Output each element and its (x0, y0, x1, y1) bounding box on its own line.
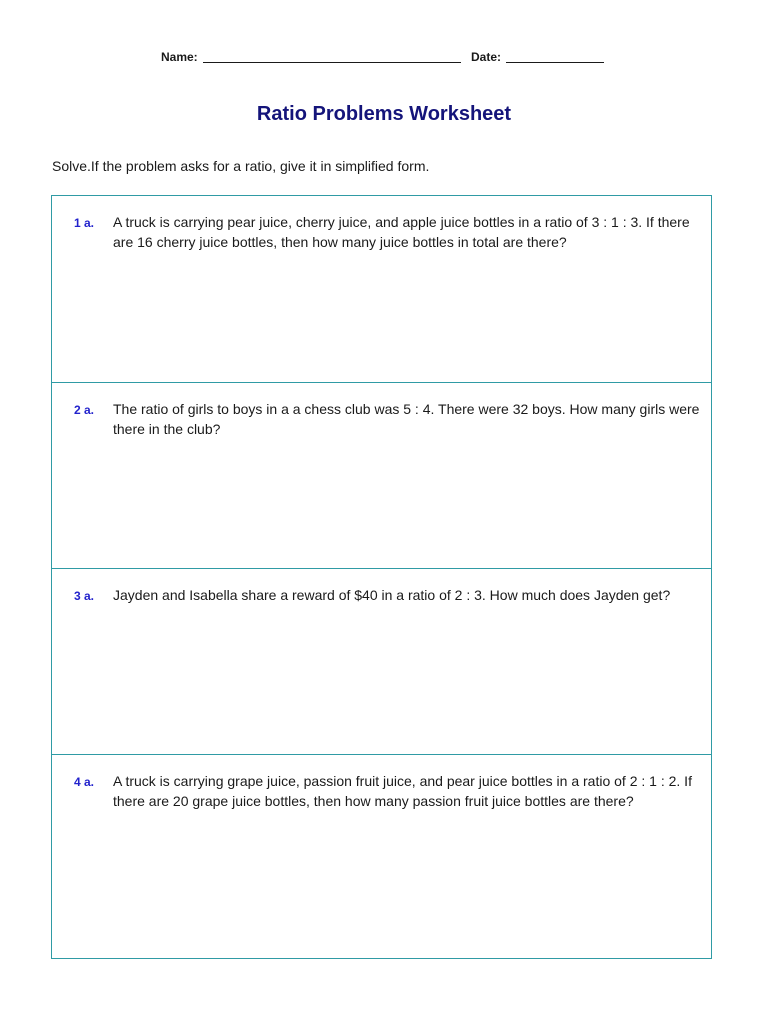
instructions-text: Solve.If the problem asks for a ratio, give it in simplified form. (52, 158, 430, 174)
problem-number: 2 a. (74, 403, 95, 417)
problem-text: A truck is carrying pear juice, cherry juice, and apple juice bottles in a ratio of 3 : 1 : 3. If there are 16 cherry juice bottles, then how many juice bottles in total are there? (113, 214, 690, 250)
name-blank-line[interactable] (203, 62, 461, 63)
problem-number: 1 a. (74, 216, 95, 230)
worksheet-header (0, 48, 768, 66)
problem-text: The ratio of girls to boys in a a chess club was 5 : 4. There were 32 boys. How many girls were there in the club? (113, 401, 700, 437)
problem-text: A truck is carrying grape juice, passion fruit juice, and pear juice bottles in a ratio of 2 : 1 : 2. If there are 20 grape juice bottles, then how many passion fruit juice bottles are there? (113, 773, 692, 809)
problem-number: 3 a. (74, 589, 95, 603)
date-label: Date: (471, 50, 502, 64)
problem-2 (52, 382, 711, 568)
problems-box (51, 195, 712, 959)
page-title: Ratio Problems Worksheet (256, 103, 512, 125)
date-blank-line[interactable] (506, 62, 604, 63)
name-label: Name: (161, 50, 198, 64)
problem-number: 4 a. (74, 775, 95, 789)
problem-1 (52, 196, 711, 382)
problem-4 (52, 754, 711, 958)
problem-text: Jayden and Isabella share a reward of $40 in a ratio of 2 : 3. How much does Jayden get? (113, 587, 671, 603)
problem-3 (52, 568, 711, 754)
